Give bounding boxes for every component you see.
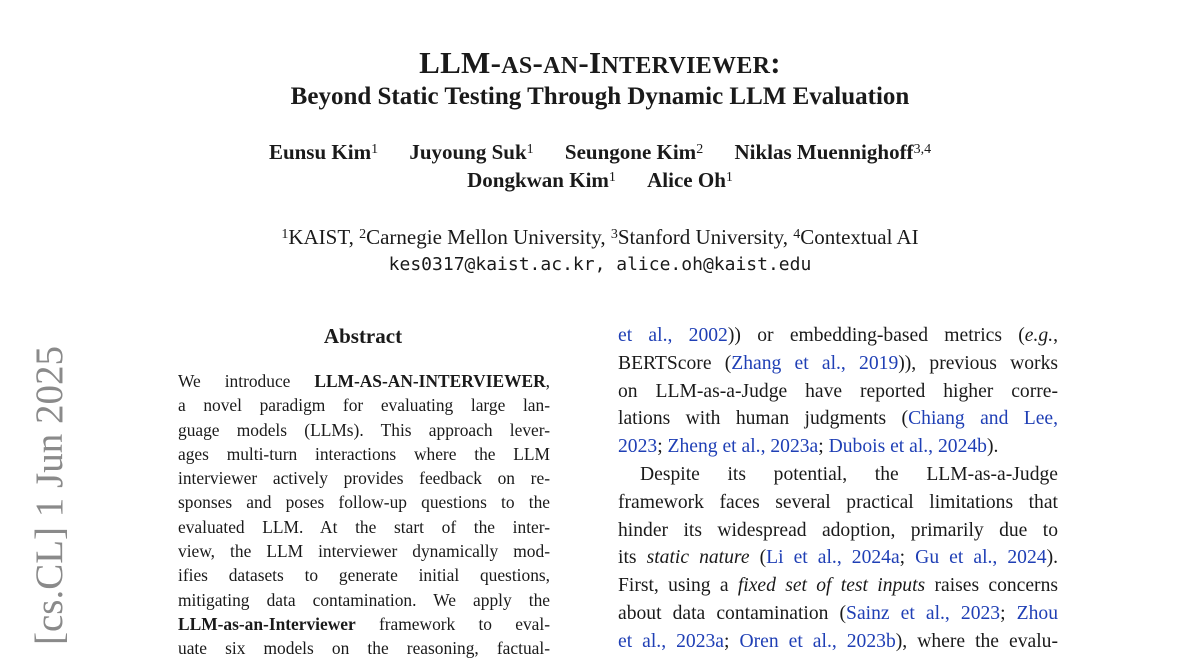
- body-text: )), previous works: [898, 352, 1059, 374]
- body-line: [618, 544, 1058, 572]
- body-text: framework faces several practical limitations that: [618, 491, 1058, 513]
- citation-link[interactable]: Oren et al., 2023b: [739, 630, 896, 652]
- arxiv-stamp: [cs.CL] 1 Jun 2025: [28, 346, 71, 645]
- body-line: [618, 378, 1058, 406]
- author: Seungone Kim$^2$: [564, 140, 704, 164]
- body-text: Despite its potential, the LLM-as-a-Judge: [640, 463, 1058, 485]
- body-text: (: [749, 547, 767, 569]
- body-text: lations with human judgments (: [618, 408, 909, 430]
- abstract-body: [178, 369, 550, 661]
- body-text: about data contamination (: [618, 602, 847, 624]
- citation-link[interactable]: Gu et al., 2024: [915, 547, 1047, 569]
- citation-link[interactable]: Chiang and Lee,: [908, 408, 1058, 430]
- title-part: AN: [543, 53, 579, 79]
- abstract-line: a novel paradigm for evaluating large lan-: [178, 395, 550, 416]
- author: Eunsu Kim$^1$: [268, 140, 379, 164]
- body-line: [618, 572, 1058, 600]
- body-text: its: [618, 547, 647, 569]
- body-text: ;: [899, 547, 916, 569]
- abstract-line: uate six models on the reasoning, factual-: [178, 638, 550, 659]
- title-part: -I: [578, 45, 602, 80]
- abstract-line: view, the LLM interviewer dynamically mod-: [178, 541, 550, 562]
- citation-link[interactable]: et al., 2002: [618, 325, 728, 346]
- citation-link[interactable]: Zhou: [1016, 602, 1058, 624]
- abstract-line: interviewer actively provides feedback on re-: [178, 468, 550, 489]
- citation-link[interactable]: Sainz et al., 2023: [846, 602, 1001, 624]
- body-text: First, using a: [618, 575, 738, 597]
- authors-row-2: [0, 166, 1200, 194]
- citation-link[interactable]: Zheng et al., 2023a: [667, 436, 819, 458]
- title-part: :: [770, 45, 781, 80]
- body-text: ), where the evalu-: [895, 630, 1058, 652]
- author-emails[interactable]: kes0317@kaist.ac.kr, alice.oh@kaist.edu: [388, 254, 812, 275]
- body-text: on LLM-as-a-Judge have reported higher corre-: [618, 380, 1058, 402]
- body-text: ).: [1046, 547, 1058, 569]
- body-text: fixed set of test inputs: [737, 575, 926, 597]
- abstract-line: ages multi-turn interactions where the LLM: [178, 443, 550, 464]
- abstract-line: LLM-as-an-Interviewer framework to eval-: [178, 613, 550, 634]
- citation-link[interactable]: et al., 2023a: [618, 630, 724, 652]
- author: Alice Oh$^1$: [647, 168, 733, 192]
- body-line: [618, 322, 1058, 350]
- paper-title: [0, 44, 1200, 85]
- body-line: [618, 433, 1058, 461]
- authors-row-1: [0, 138, 1200, 166]
- citation-link[interactable]: 2023: [618, 436, 658, 458]
- body-text: hinder its widespread adoption, primarily due to: [618, 519, 1058, 541]
- body-text: )) or embedding-based metrics (: [727, 325, 1025, 346]
- author: Juyoung Suk$^1$: [409, 140, 534, 164]
- body-text: ;: [1000, 602, 1017, 624]
- paper-subtitle: Beyond Static Testing Through Dynamic LLM Evaluation: [290, 83, 910, 110]
- abstract-line: evaluated LLM. At the start of the inter-: [178, 516, 550, 537]
- author: Niklas Muennighoff$^{3,4}$: [734, 140, 932, 164]
- body-line: [618, 350, 1058, 378]
- body-line: [618, 461, 1058, 489]
- body-text: ,: [1053, 325, 1058, 346]
- intro-column: [618, 322, 1058, 656]
- citation-link[interactable]: Dubois et al., 2024b: [828, 436, 987, 458]
- affiliations: $^1$KAIST, $^2$Carnegie Mellon University, $^3$Stanford University, $^4$Contextual AI: [281, 225, 919, 249]
- citation-link[interactable]: Li et al., 2024a: [766, 547, 900, 569]
- body-text: ).: [986, 436, 999, 458]
- body-text: BERTScore (: [618, 352, 732, 374]
- abstract-line: sponses and poses follow-up questions to the: [178, 492, 550, 513]
- body-text: ;: [724, 630, 740, 652]
- body-text: e.g.: [1024, 325, 1054, 346]
- abstract-heading: Abstract: [323, 324, 403, 348]
- body-text: raises concerns: [925, 575, 1058, 597]
- title-part: -: [532, 45, 544, 80]
- body-line: [618, 405, 1058, 433]
- body-text: ;: [657, 436, 668, 458]
- body-line: [618, 489, 1058, 517]
- abstract-line: guage models (LLMs). This approach lever-: [178, 419, 550, 440]
- body-line: [618, 600, 1058, 628]
- title-part: LLM-: [419, 45, 502, 80]
- abstract-line: mitigating data contamination. We apply the: [178, 589, 550, 610]
- title-part: NTERVIEWER: [601, 53, 771, 79]
- title-part: AS: [501, 53, 533, 79]
- author: Dongkwan Kim$^1$: [467, 168, 616, 192]
- abstract-line: ifies datasets to generate initial questions,: [178, 565, 550, 586]
- body-text: static nature: [646, 547, 750, 569]
- abstract-line: We introduce LLM-AS-AN-INTERVIEWER,: [178, 371, 550, 391]
- citation-link[interactable]: Zhang et al., 2019: [731, 352, 899, 374]
- body-line: [618, 517, 1058, 545]
- body-text: ;: [818, 436, 829, 458]
- body-line: [618, 628, 1058, 656]
